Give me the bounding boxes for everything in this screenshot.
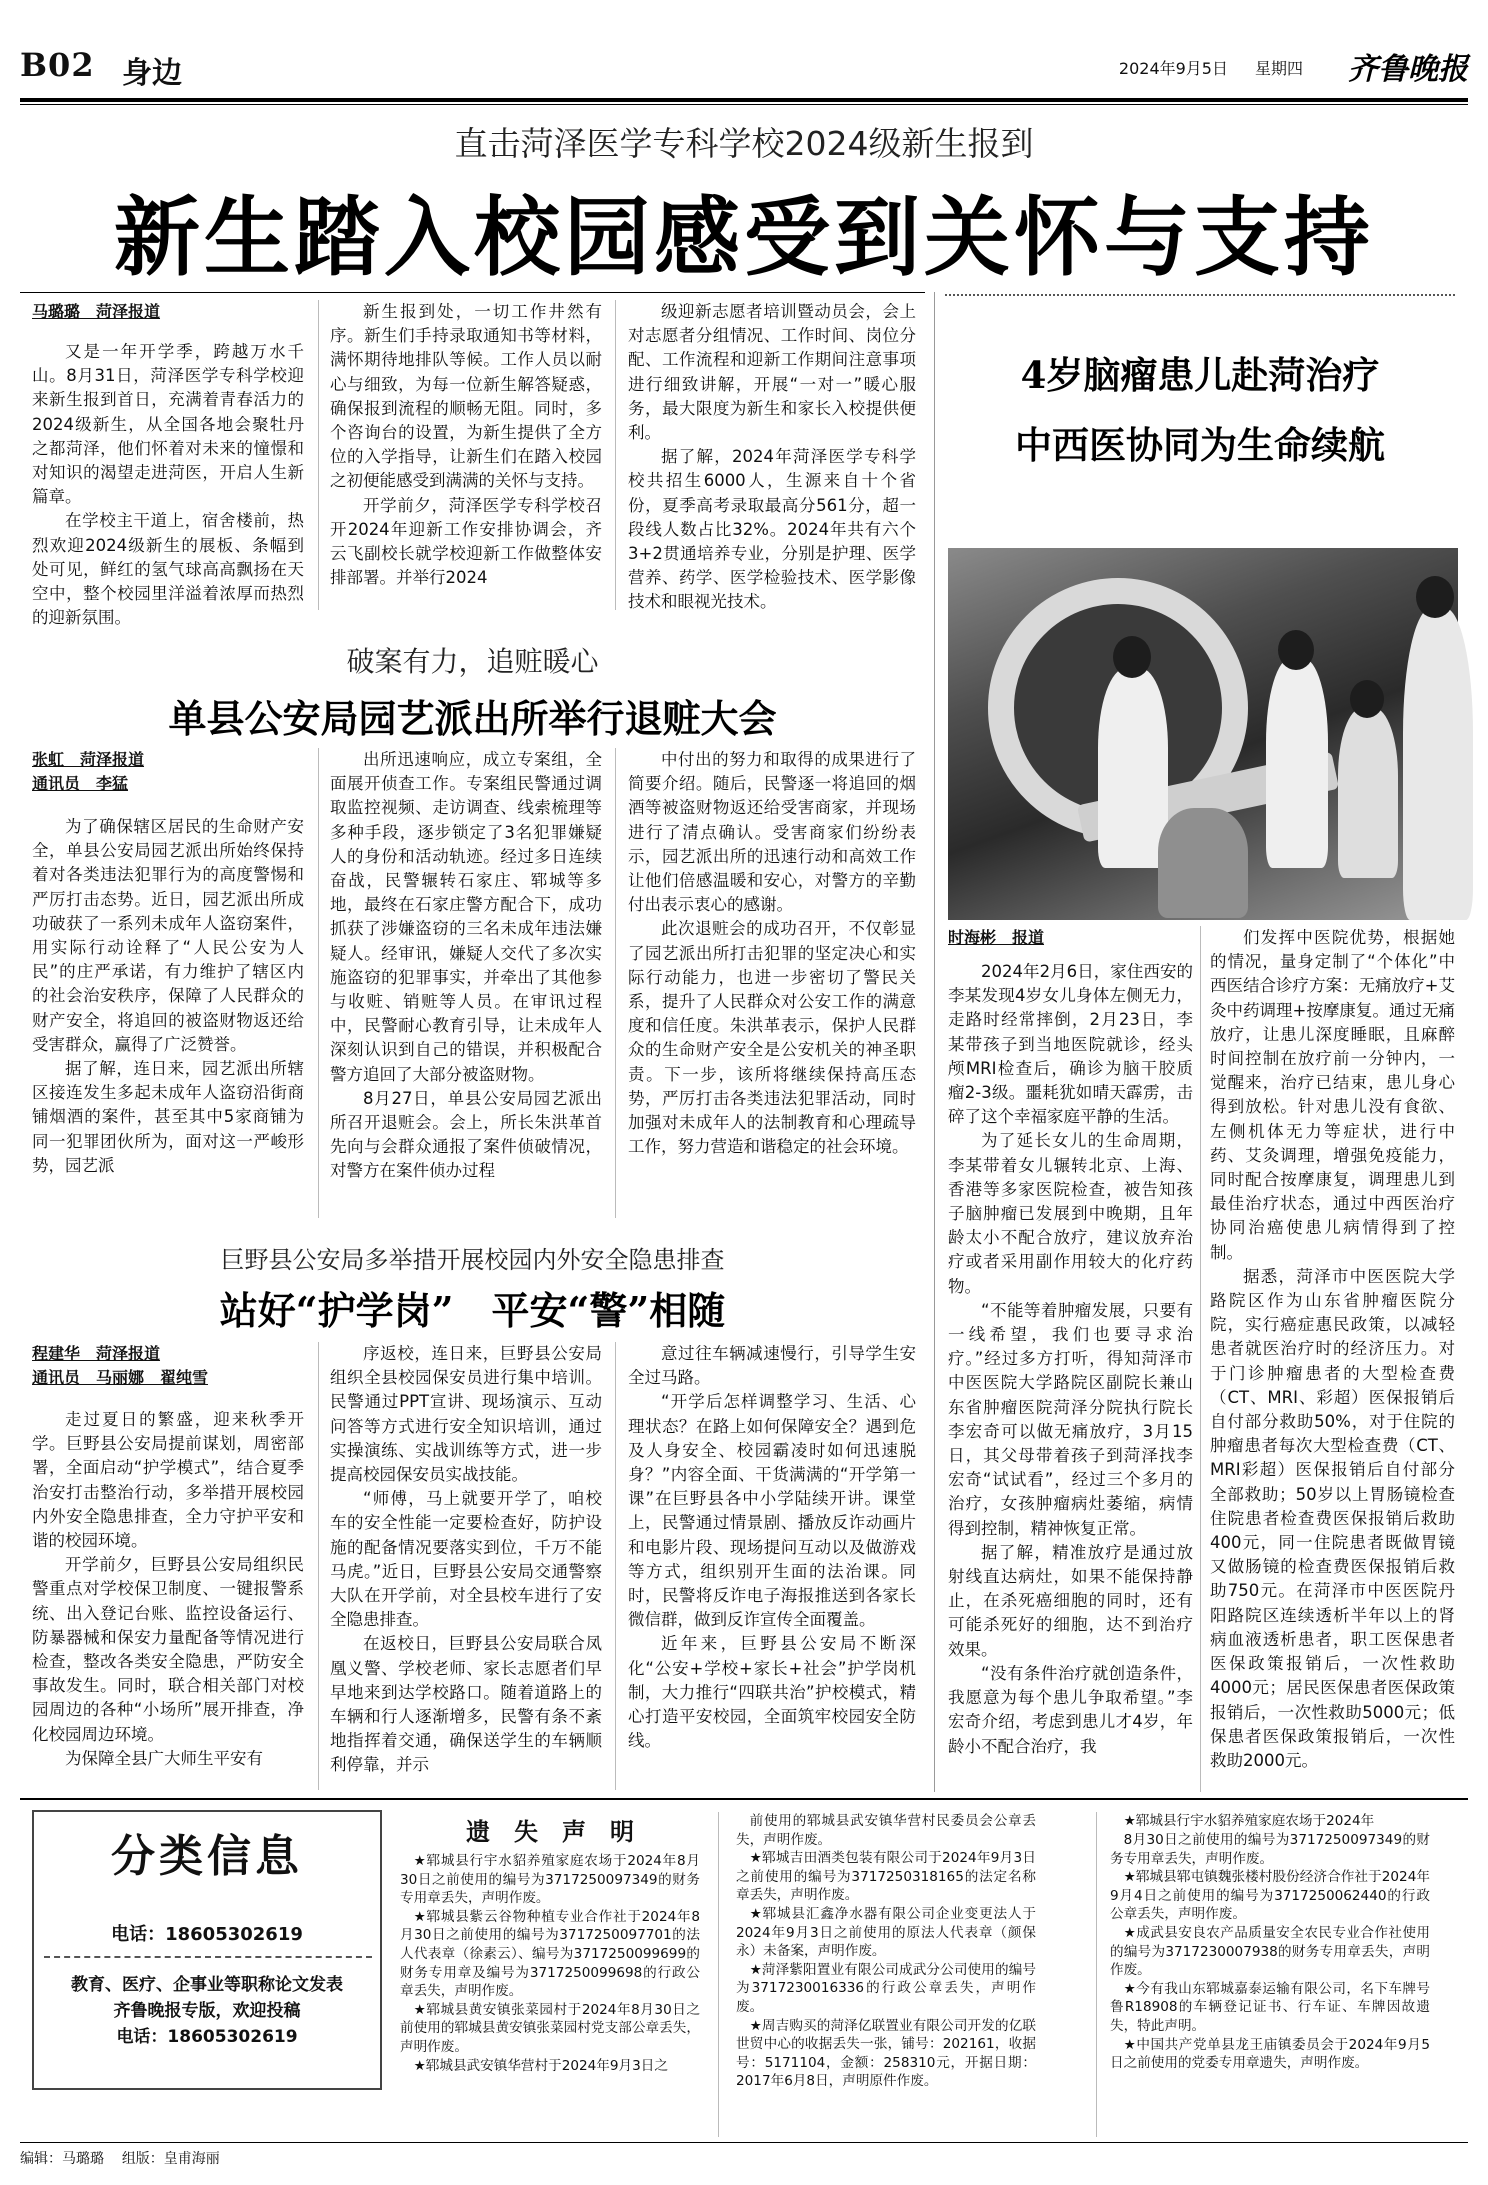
- article3-byline-correspondent: 通讯员 马丽娜 翟纯雪: [32, 1368, 209, 1387]
- doctor-figure: [1098, 668, 1168, 868]
- article2-col1: 为了确保辖区居民的生命财产安全，单县公安局园艺派出所始终保持着对各类违法犯罪行为的高度警惕和严厉打击态势。近日，园艺派出所成功破获了一系列未成年人盗窃案件，用实际行动诠释了“人民公安为人民”的庄严承诺，有力维护了辖区内的社会治安秩序，保障了人民群众的财产安全，将追回的被盗财物返还给受害群众，赢得了广泛赞誉。 据了解，连日来，园艺派出所辖区接连发生多起未成年人盗窃沿街商铺烟酒的案件，甚至其中5家商铺为同一犯罪团伙所为，面对这一严峻形势，园艺派: [32, 817, 304, 1175]
- divider: [615, 1342, 616, 1790]
- article2-byline: [32, 748, 144, 796]
- footer-rule: [20, 2142, 1468, 2143]
- masthead-rule: [20, 98, 1468, 102]
- article4-title-line1: 4岁脑瘤患儿赴菏治疗: [1020, 353, 1380, 397]
- article3-byline: [32, 1342, 208, 1390]
- footer: [20, 2148, 220, 2168]
- lost-notice-col3-head: ★郓城县行宇水貂养殖家庭农场于2024年: [1123, 1813, 1375, 1829]
- article3-col1: 走过夏日的繁盛，迎来秋季开学。巨野县公安局提前谋划，周密部署，全面启动“护学模式”，结合夏季治安打击整治行动，多举措开展校园内外安全隐患排查，全力守护平安和谐的校园环境。 开学前夕，巨野县公安局组织民警重点对学校保卫制度、一键报警系统、出入登记台账、监控设备运行、防暴器械和保安力量配备等情况进行检查，整改各类安全隐患，严防安全事故发生。同时，联合相关部门对校园周边的各种“小场所”展开排查，净化校园周边环境。 为保障全县广大师生平安有: [32, 1410, 304, 1768]
- article2-col2: 出所迅速响应，成立专案组，全面展开侦查工作。专案组民警通过调取监控视频、走访调查、线索梳理等多种手段，逐步锁定了3名犯罪嫌疑人的身份和活动轨迹。经过多日连续奋战，民警辗转石家庄、郓城等多地，最终在石家庄警方配合下，成功抓获了涉嫌盗窃的三名未成年违法嫌疑人。经审讯，嫌疑人交代了多次实施盗窃的犯罪事实，并牵出了其他参与收赃、销赃等人员。在审讯过程中，民警耐心教育引导，让未成年人深刻认识到自己的错误，并积极配合警方追回了大部分被盗财物。 8月27日，单县公安局园艺派出所召开退赃会。会上，所长朱洪革首先向与会群众通报了案件侦破情况，对警方在案件侦办过程: [330, 750, 602, 1181]
- staff-head: [1350, 680, 1384, 718]
- section-name: 身边: [122, 56, 182, 91]
- classified-promo-line1: 教育、医疗、企事业等职称论文发表: [71, 1975, 343, 1995]
- lost-notice-col1: ★郓城县行宇水貂养殖家庭农场于2024年8月30日之前使用的编号为3717250097349的财务专用章丢失，声明作废。 ★郓城县紫云谷物种植专业合作社于2024年8月30日之前使用的编号为3717250097701的法人代表章（徐素云）、编号为3717250099699的财务专用章及编号为3717250099698的行政公章丢失，声明作废。 ★郓城县黄安镇张菜园村于2024年8月30日之前使用的郓城县黄安镇张菜园村党支部公章丢失，声明作废。 ★郓城县武安镇华营村于2024年9月3日之: [400, 1853, 700, 2074]
- issue-weekday: 星期四: [1254, 59, 1303, 78]
- article4-col2: 们发挥中医院优势，根据她的情况，量身定制了“个体化”中西医结合诊疗方案：无痛放疗+艾灸中药调理+按摩康复。通过无痛放疗，让患儿深度睡眠，且麻醉时间控制在放疗前一分钟内，一觉醒来，治疗已结束，患儿身心得到放松。针对患儿没有食欲、左侧机体无力等症状，进行中药、艾灸调理，增强免疫能力，同时配合按摩康复，调理患儿到最佳治疗状态，通过中西医治疗协同治癌使患儿病情得到了控制。 据悉，菏泽市中医医院大学路院区作为山东省肿瘤医院分院，实行癌症惠民政策，以减轻患者就医治疗时的经济压力。对于门诊肿瘤患者的大型检查费（CT、MRI、彩超）医保报销后自付部分救助50%，对于住院的肿瘤患者每次大型检查费（CT、MRI彩超）医保报销后自付部分全部救助；50岁以上胃肠镜检查住院患者检查费医保报销后救助400元，同一住院患者既做胃镜又做肠镜的检查费医保报销后救助750元。在菏泽市中医医院丹阳路院区连续透析半年以上的肾病血液透析患者，职工医保患者医保政策报销后，一次性救助4000元；居民医保患者医保政策报销后，一次性救助5000元；低保患者医保政策报销后，一次性救助2000元。: [1210, 928, 1455, 1770]
- article3-col2: 序返校，连日来，巨野县公安局组织全县校园保安员进行集中培训。民警通过PPT宣讲、现场演示、互动问答等方式进行安全知识培训，通过实操演练、实战训练等方式，进一步提高校园保安员实战技能。 “师傅，马上就要开学了，咱校车的安全性能一定要检查好，防护设施的配备情况要落实到位，千万不能马虎。”近日，巨野县公安局交通警察大队在开学前，对全县校车进行了安全隐患排查。 在返校日，巨野县公安局联合凤凰义警、学校老师、家长志愿者们早早地来到达学校路口。随着道路上的车辆和行人逐渐增多，民警有条不紊地指挥着交通，确保送学生的车辆顺利停靠，并示: [330, 1344, 602, 1775]
- divider: [318, 748, 319, 1218]
- lost-notice-col2: 前使用的郓城县武安镇华营村民委员会公章丢失，声明作废。 ★郓城吉田酒类包装有限公司于2024年9月3日之前使用的编号为3717250318165的法定名称章丢失，声明作废。 ★郓城县汇鑫净水器有限公司企业变更法人于2024年9月3日之前使用的原法人代表章（颜保永）未备案，声明作废。 ★菏泽紫阳置业有限公司成武分公司使用的编号为3717230016336的行政公章丢失，声明作废。 ★周吉购买的菏泽亿联置业有限公司开发的亿联世贸中心的收据丢失一张，铺号：202161，收据号：5171104，金额：258310元，开据日期：2017年6月8日，声明原件作废。: [736, 1813, 1036, 2090]
- classified-promo-phone: 电话：18605302619: [116, 2027, 298, 2047]
- issue-date: 2024年9月5日: [1118, 59, 1228, 78]
- article1-col1: 又是一年开学季，跨越万水千山。8月31日，菏泽医学专科学校迎来新生报到首日，充满着青春活力的2024级新生，从全国各地会聚牡丹之都菏泽，他们怀着对未来的憧憬和对知识的渴望走进菏医，开启人生新篇章。 在学校主干道上，宿舍楼前，热烈欢迎2024级新生的展板、条幅到处可见，鲜红的氢气球高高飘扬在天空中，整个校园里洋溢着浓厚而热烈的迎新氛围。: [32, 342, 304, 628]
- classified-phone: 电话：18605302619: [111, 1924, 303, 1945]
- article2-col3: 中付出的努力和取得的成果进行了简要介绍。随后，民警逐一将追回的烟酒等被盗财物返还给受害商家，并现场进行了清点确认。受害商家们纷纷表示，园艺派出所的迅速行动和高效工作让他们倍感温暖和安心，对警方的辛勤付出表示衷心的感谢。 此次退赃会的成功召开，不仅彰显了园艺派出所打击犯罪的坚定决心和实际行动能力，也进一步密切了警民关系，提升了人民群众对公安工作的满意度和信任度。朱洪革表示，保护人民群众的生命财产安全是公安机关的神圣职责。下一步，该所将继续保持高压态势，严厉打击各类违法犯罪活动，同时加强对未成年人的法制教育和心理疏导工作，努力营造和谐稳定的社会环境。: [628, 750, 916, 1157]
- patient-figure: [1158, 808, 1248, 918]
- divider: [718, 1812, 719, 2137]
- divider: [318, 300, 319, 610]
- article1-byline: [32, 300, 160, 324]
- nurse-figure: [1266, 658, 1328, 868]
- classified-promo: [34, 1972, 380, 2050]
- classified-dashed-divider: [44, 1956, 372, 1958]
- article1-col2: 新生报到处，一切工作井然有序。新生们手持录取通知书等材料，满怀期待地排队等候。工作人员以耐心与细致，为每一位新生解答疑惑，确保报到流程的顺畅无阻。同时，多个咨询台的设置，为新生提供了全方位的入学指导，让新生们在踏入校园之初便能感受到满满的关怀与支持。 开学前夕，菏泽医学专科学校召开2024年迎新工作安排协调会，齐云飞副校长就学校迎新工作做整体安排部署。并举行2024: [330, 302, 602, 588]
- divider: [1200, 926, 1201, 1792]
- doctor-right-figure: [1403, 608, 1473, 920]
- article1-subtitle: 直击菏泽医学专科学校2024级新生报到: [454, 124, 1034, 163]
- classified-title: 分类信息: [111, 1831, 303, 1882]
- article3-byline-reporter: 程建华 菏泽报道: [32, 1344, 161, 1363]
- article1-rule: [20, 292, 925, 293]
- column-separator: [934, 292, 935, 1792]
- article3-subtitle: 巨野县公安局多举措开展校园内外安全隐患排查: [220, 1246, 725, 1274]
- designer-credit: 组版：皇甫海丽: [121, 2151, 220, 2167]
- page-code: B02: [20, 46, 95, 84]
- article4-title-line2: 中西医协同为生命续航: [1015, 423, 1385, 467]
- divider: [1096, 1812, 1097, 2137]
- article4-byline: [948, 926, 1044, 950]
- doctor-head: [1113, 636, 1151, 678]
- article1-title: 新生踏入校园感受到关怀与支持: [114, 187, 1374, 288]
- article2-subtitle: 破案有力，追赃暖心: [346, 645, 599, 678]
- article1-byline-text: 马璐璐 菏泽报道: [32, 302, 161, 321]
- article4-byline-text: 时海彬 报道: [948, 928, 1045, 947]
- lost-notice-title: 遗 失 声 明: [466, 1818, 634, 1846]
- bottom-section-rule: [20, 1798, 1468, 1800]
- article4-col1: 2024年2月6日，家住西安的李某发现4岁女儿身体左侧无力，走路时经常摔倒，2月23日，李某带孩子到当地医院就诊，经头颅MRI检查后，确诊为脑干胶质瘤2-3级。噩耗犹如晴天霹雳，击碎了这个幸福家庭平静的生活。 为了延长女儿的生命周期，李某带着女儿辗转北京、上海、香港等多家医院检查，被告知孩子脑肿瘤已发展到中晚期，且年龄太小不配合放疗，建议放弃治疗或者采用副作用较大的化疗药物。 “不能等着肿瘤发展，只要有一线希望，我们也要寻求治疗。”经过多方打听，得知菏泽市中医医院大学路院区副院长兼山东省肿瘤医院菏泽分院执行院长李宏奇可以做无痛放疗，3月15日，其父母带着孩子到菏泽找李宏奇“试试看”，经过三个多月的治疗，女孩肿瘤病灶萎缩，病情得到控制，精神恢复正常。 据了解，精准放疗是通过放射线直达病灶，如果不能保持静止，在杀死癌细胞的同时，还有可能杀死好的细胞，达不到治疗效果。 “没有条件治疗就创造条件，我愿意为每个患儿争取希望。”李宏奇介绍，考虑到患儿才4岁，年龄小不配合治疗，我: [948, 962, 1193, 1756]
- classified-box: [32, 1810, 382, 2090]
- article2-title: 单县公安局园艺派出所举行退赃大会: [168, 696, 777, 741]
- article1-col3: 级迎新志愿者培训暨动员会，会上对志愿者分组情况、工作时间、岗位分配、工作流程和迎新工作期间注意事项进行细致讲解，开展“一对一”暖心服务，最大限度为新生和家长入校提供便利。 据了解，2024年菏泽医学专科学校共招生6000人，生源来自十个省份，夏季高考录取最高分561分，超一段线人数占比32%。2024年共有六个3+2贯通培养专业，分别是护理、医学营养、药学、医学检验技术、医学影像技术和眼视光技术。: [628, 302, 916, 612]
- article2-byline-reporter: 张虹 菏泽报道: [32, 750, 145, 769]
- divider: [615, 300, 616, 610]
- article3-title: 站好“护学岗” 平安“警”相随: [219, 1288, 726, 1333]
- lost-notice-col3: 8月30日之前使用的编号为3717250097349的财务专用章丢失，声明作废。 ★郓城县郓屯镇魏张楼村股份经济合作社于2024年9月4日之前使用的编号为3717250062440的行政公章丢失，声明作废。 ★成武县安良农产品质量安全农民专业合作社使用的编号为3717230007938的财务专用章丢失，声明作废。 ★今有我山东郓城嘉泰运输有限公司，名下车牌号鲁R18908的车辆登记证书、行车证、车牌因故遗失，特此声明。 ★中国共产党单县龙王庙镇委员会于2024年9月5日之前使用的党委专用章遗失，声明作废。: [1110, 1832, 1430, 2072]
- staff-figure: [1338, 708, 1398, 878]
- divider: [615, 748, 616, 1218]
- doctor-right-head: [1416, 576, 1454, 618]
- newspaper-logo: 齐鲁晚报: [1348, 52, 1468, 87]
- masthead-rule-thin: [20, 104, 1468, 105]
- divider: [318, 1342, 319, 1790]
- classified-promo-line2: 齐鲁晚报专版，欢迎投稿: [113, 2001, 301, 2021]
- article3-col3: 意过往车辆减速慢行，引导学生安全过马路。 “开学后怎样调整学习、生活、心理状态？在路上如何保障安全？遇到危及人身安全、校园霸凌时如何迅速脱身？”内容全面、干货满满的“开学第一课”在巨野县各中小学陆续开讲。课堂上，民警通过情景剧、播放反诈动画片和电影片段、现场提问互动以及做游戏等方式，组织别开生面的法治课。同时，民警将反诈电子海报推送到各家长微信群，做到反诈宣传全面覆盖。 近年来，巨野县公安局不断深化“公安+学校+家长+社会”护学岗机制，大力推行“四联共治”护校模式，精心打造平安校园，全面筑牢校园安全防线。: [628, 1344, 916, 1751]
- editor-credit: 编辑：马璐璐: [20, 2151, 104, 2167]
- masthead: [20, 40, 1468, 98]
- nurse-head: [1278, 630, 1314, 670]
- article2-byline-correspondent: 通讯员 李猛: [32, 774, 129, 793]
- article4-photo: [948, 548, 1458, 920]
- article4-rule: [945, 294, 1455, 296]
